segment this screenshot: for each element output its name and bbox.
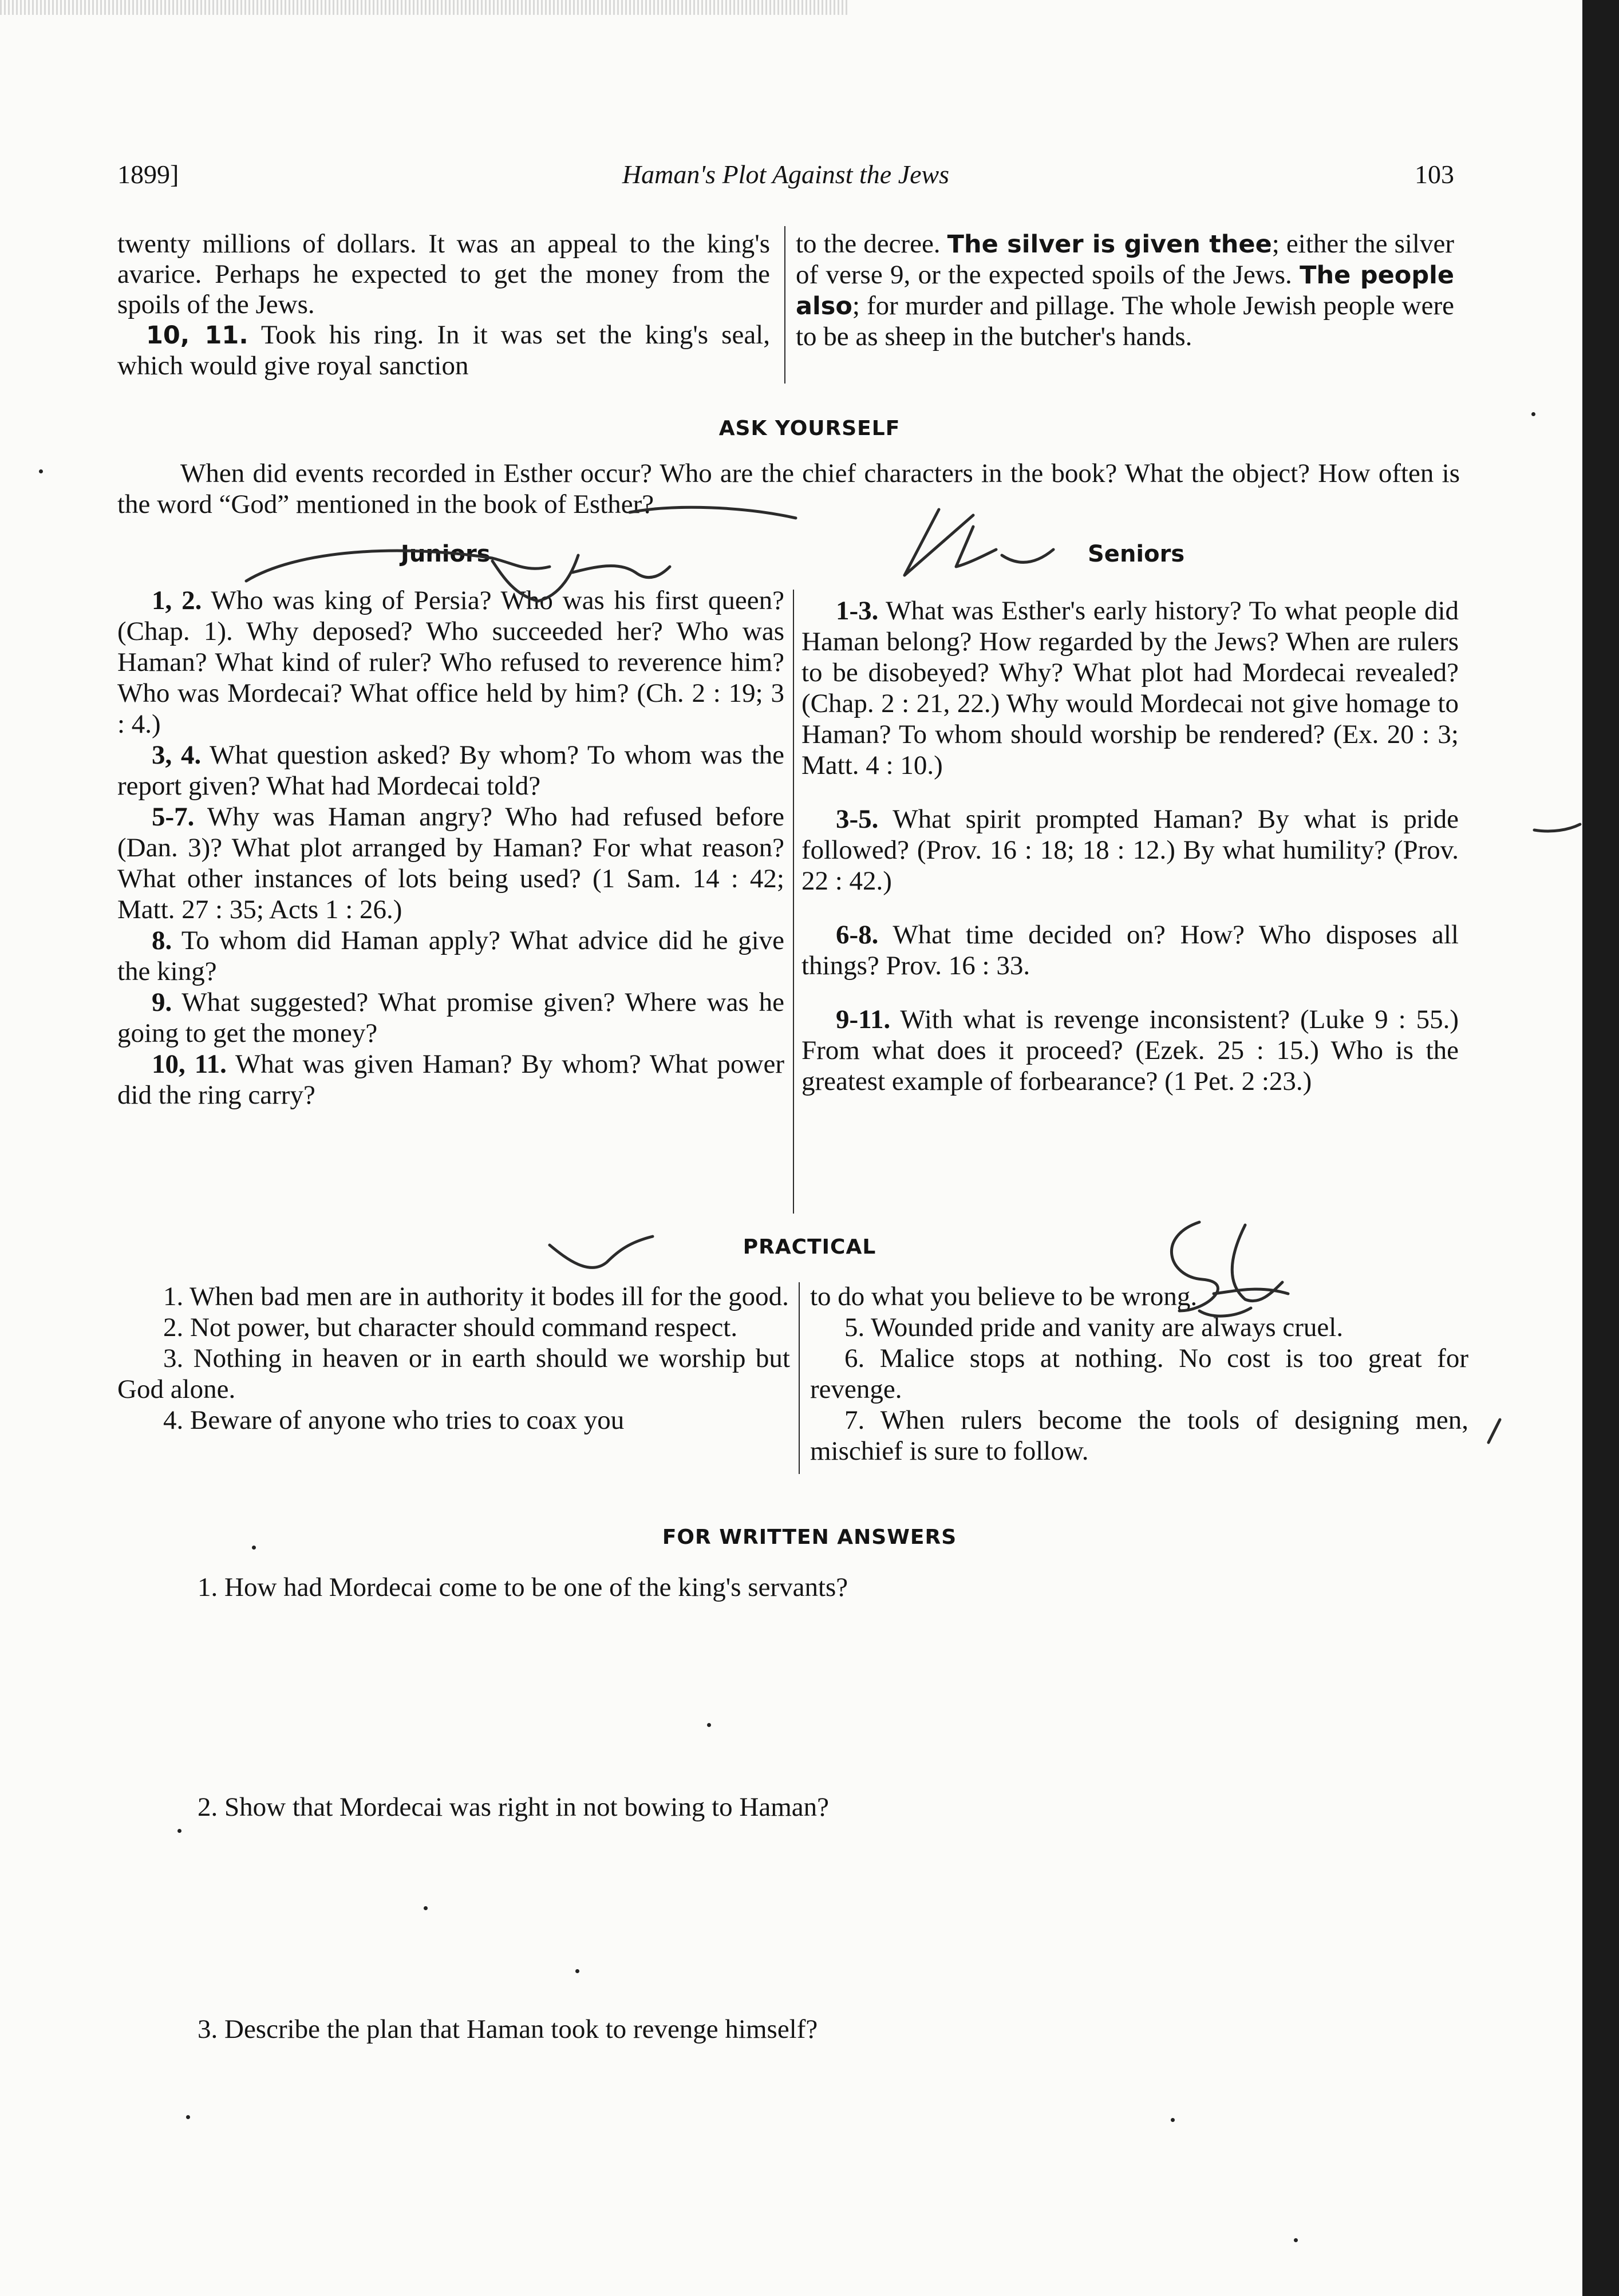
question-block: 8. To whom did Haman apply? What advice did he give the king?	[117, 926, 784, 986]
verse-ref: 3-5.	[836, 804, 879, 834]
seniors-heading: Seniors	[1088, 541, 1185, 567]
written-question: 2. Show that Mordecai was right in not bowing to Haman?	[198, 1792, 830, 1822]
question-block: 3, 4. What question asked? By whom? To whom was the report given? What had Mordecai told?	[117, 740, 785, 801]
scan-speck	[39, 469, 43, 473]
verse-ref: 9-11.	[836, 1005, 891, 1034]
scan-speck	[252, 1546, 256, 1550]
verse-ref: 10, 11.	[146, 321, 248, 350]
verse-ref: 6-8.	[836, 920, 879, 950]
pencil-stroke	[1488, 1420, 1500, 1443]
scan-speck	[1294, 2238, 1298, 2242]
pencil-stroke	[1534, 824, 1580, 831]
verse-ref: 8.	[152, 926, 172, 955]
practical-item: 2. Not power, but character should command respect.	[163, 1313, 738, 1342]
ask-yourself-heading: ASK YOURSELF	[718, 417, 901, 440]
practical-heading: PRACTICAL	[743, 1235, 876, 1259]
scan-speck	[1171, 2118, 1175, 2122]
question-block: 10, 11. What was given Haman? By whom? What power did the ring carry?	[117, 1049, 784, 1110]
question-block: 3-5. What spirit prompted Haman? By what is pride followed? (Prov. 16 : 18; 18 : 12.) By what humility? (Prov. 22 : 42.)	[801, 804, 1459, 896]
pencil-stroke	[1002, 550, 1053, 562]
pencil-stroke	[956, 527, 996, 567]
paragraph: to the decree. The silver is given thee; either the silver of verse 9, or the expected spoils of the Jews. The people also; for murder and pillage. The whole Jewish people were to be as sheep in the butcher's hands.	[796, 229, 1454, 351]
verse-ref: 5-7.	[152, 802, 195, 832]
question-block: 9-11. With what is revenge inconsistent? (Luke 9 : 55.) From what does it proceed? (Ezek. 25 : 15.) Who is the greatest example of forbearance? (1 Pet. 2 :23.)	[801, 1005, 1459, 1096]
pencil-stroke	[1214, 1289, 1288, 1294]
practical-item: 3. Nothing in heaven or in earth should we worship but God alone.	[117, 1343, 790, 1404]
running-head-year: 1899]	[117, 160, 179, 189]
pencil-stroke	[550, 1236, 653, 1267]
running-head-title: Haman's Plot Against the Jews	[622, 160, 950, 189]
question-block: 1, 2. Who was king of Persia? Who was his first queen? (Chap. 1). Why deposed? Who succeeded her? Who was Haman? What kind of ruler? Who refused to reverence him? Who was Mordecai? What office held by him? (Ch. 2 : 19; 3 : 4.)	[117, 586, 784, 739]
bold-phrase: The people also	[796, 261, 1454, 321]
scan-speck	[177, 1829, 181, 1833]
scan-speck	[424, 1906, 428, 1910]
page-number: 103	[1415, 160, 1454, 189]
verse-ref: 10, 11.	[152, 1049, 227, 1079]
practical-item: 1. When bad men are in authority it bodes ill for the good.	[163, 1282, 789, 1311]
pencil-stroke	[1199, 1308, 1251, 1316]
question-block: 1-3. What was Esther's early history? To what people did Haman belong? How regarded by the Jews? When are rulers to be disobeyed? Why? What plot had Mordecai revealed? (Chap. 2 : 21, 22.) Why would Mordecai not give homage to Haman? To whom should worship be rendered? (Ex. 20 : 3; Matt. 4 : 10.)	[801, 596, 1459, 780]
practical-item: 5. Wounded pride and vanity are always cruel.	[844, 1313, 1344, 1342]
written-question: 3. Describe the plan that Haman took to revenge himself?	[198, 2014, 818, 2044]
written-answers-heading: FOR WRITTEN ANSWERS	[662, 1526, 957, 1549]
question-block: 9. What suggested? What promise given? Where was he going to get the money?	[117, 987, 784, 1048]
paragraph: twenty millions of dollars. It was an appeal to the king's avarice. Perhaps he expected to get the money from the spoils of the Jews.	[117, 229, 770, 319]
practical-item: to do what you believe to be wrong.	[810, 1282, 1198, 1311]
paragraph: 10, 11. Took his ring. In it was set the king's seal, which would give royal sanction	[117, 320, 770, 381]
scan-speck	[1531, 412, 1535, 416]
pencil-stroke	[572, 566, 670, 577]
verse-ref: 9.	[152, 987, 172, 1017]
scan-speck	[186, 2115, 190, 2119]
verse-ref: 3, 4.	[152, 740, 202, 770]
question-block: 5-7. Why was Haman angry? Who had refused before (Dan. 3)? What plot arranged by Haman? For what reason? What other instances of lots being used? (1 Sam. 14 : 42; Matt. 27 : 35; Acts 1 : 26.)	[117, 802, 784, 924]
scan-speck	[707, 1723, 711, 1727]
juniors-heading: Juniors	[401, 541, 491, 567]
verse-ref: 1, 2.	[152, 586, 202, 615]
written-question: 1. How had Mordecai come to be one of the king's servants?	[198, 1572, 848, 1602]
question-block: 6-8. What time decided on? How? Who disposes all things? Prov. 16 : 33.	[801, 920, 1459, 981]
pencil-stroke	[630, 507, 796, 518]
practical-item: 6. Malice stops at nothing. No cost is too great for revenge.	[810, 1343, 1468, 1404]
bold-phrase: The silver is given thee	[947, 230, 1272, 259]
practical-item: 4. Beware of anyone who tries to coax you	[163, 1405, 625, 1435]
ask-yourself-intro: When did events recorded in Esther occur? Who are the chief characters in the book? What the object? How often is the word “God” mentioned in the book of Esther?	[117, 459, 1460, 519]
verse-ref: 1-3.	[836, 596, 879, 626]
pencil-stroke	[1171, 1222, 1218, 1311]
scan-speck	[575, 1969, 579, 1973]
practical-item: 7. When rulers become the tools of designing men, mischief is sure to follow.	[810, 1405, 1468, 1466]
